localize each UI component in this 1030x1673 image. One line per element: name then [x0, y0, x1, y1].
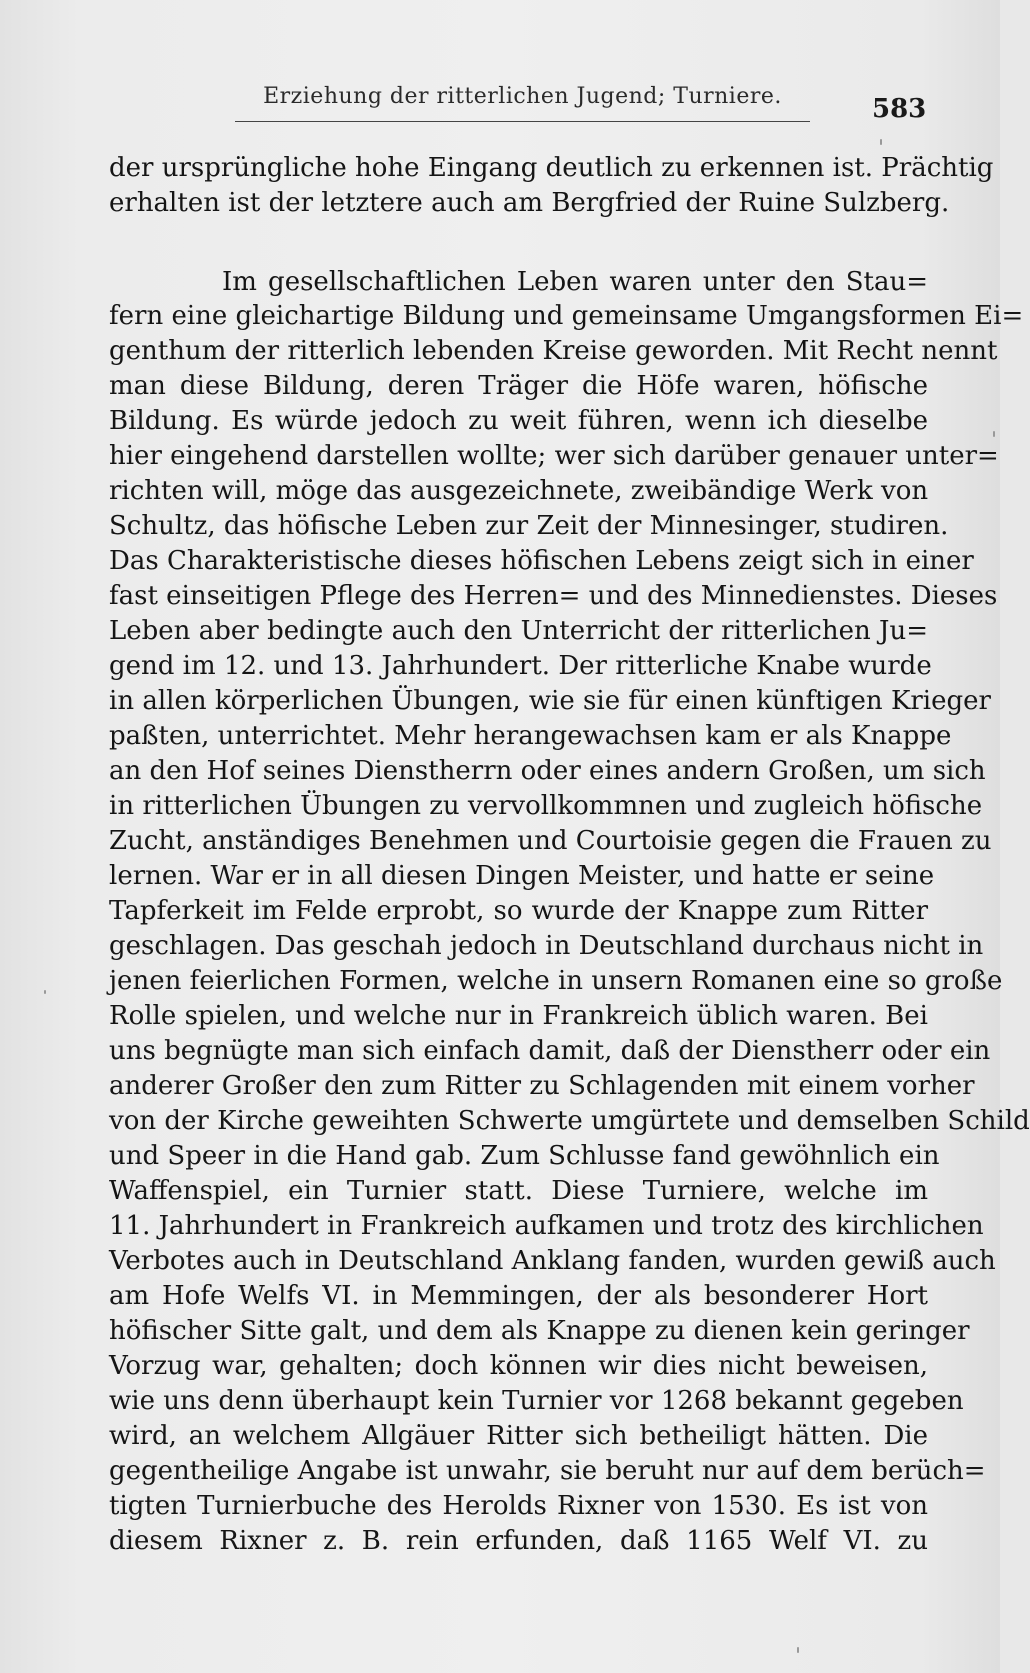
text-line: Zucht, anständiges Benehmen und Courtoisie gegen die Frauen zu: [109, 826, 992, 856]
paper-speck: [993, 431, 995, 437]
text-line: paßten, unterrichtet. Mehr herangewachsen kam er als Knappe: [109, 721, 952, 751]
text-line: richten will, möge das ausgezeichnete, zweibändige Werk von: [109, 476, 929, 506]
text-line: Waffenspiel, ein Turnier statt. Diese Turniere, welche im: [109, 1176, 928, 1206]
text-line: Rolle spielen, und welche nur in Frankreich üblich waren. Bei: [109, 1001, 928, 1031]
text-line: an den Hof seines Dienstherrn oder eines andern Großen, um sich: [109, 756, 986, 786]
text-line: wie uns denn überhaupt kein Turnier vor 1268 bekannt gegeben: [109, 1386, 964, 1416]
text-line: hier eingehend darstellen wollte; wer sich darüber genauer unter=: [109, 441, 999, 471]
text-line: Tapferkeit im Felde erprobt, so wurde der Knappe zum Ritter: [109, 896, 928, 926]
text-line: fern eine gleichartige Bildung und gemeinsame Umgangsformen Ei=: [109, 301, 1024, 331]
page-number: 583: [872, 94, 927, 124]
text-line: fast einseitigen Pflege des Herren= und des Minnedienstes. Dieses: [109, 581, 998, 611]
text-line: man diese Bildung, deren Träger die Höfe waren, höfische: [109, 371, 928, 401]
text-line: höfischer Sitte galt, und dem als Knappe zu dienen kein geringer: [109, 1316, 970, 1346]
text-line: gend im 12. und 13. Jahrhundert. Der ritterliche Knabe wurde: [109, 651, 932, 681]
text-line: diesem Rixner z. B. rein erfunden, daß 1165 Welf VI. zu: [109, 1526, 928, 1556]
text-line: tigten Turnierbuche des Herolds Rixner von 1530. Es ist von: [109, 1491, 928, 1521]
paragraph-first-line: Im gesellschaftlichen Leben waren unter den Stau=: [222, 267, 928, 297]
text-line: in ritterlichen Übungen zu vervollkommnen und zugleich höfische: [109, 791, 983, 821]
text-line: und Speer in die Hand gab. Zum Schlusse fand gewöhnlich ein: [109, 1141, 940, 1171]
running-head: Erziehung der ritterlichen Jugend; Turniere.: [263, 84, 782, 109]
text-line: gegentheilige Angabe ist unwahr, sie beruht nur auf dem berüch=: [109, 1456, 986, 1486]
text-line: genthum der ritterlich lebenden Kreise geworden. Mit Recht nennt: [109, 336, 998, 366]
text-line: Bildung. Es würde jedoch zu weit führen, wenn ich dieselbe: [109, 406, 928, 436]
text-line: wird, an welchem Allgäuer Ritter sich betheiligt hätten. Die: [109, 1421, 928, 1451]
paper-speck: [880, 139, 882, 145]
paper-speck: [44, 990, 46, 994]
text-line: Leben aber bedingte auch den Unterricht der ritterlichen Ju=: [109, 616, 928, 646]
text-line: anderer Großer den zum Ritter zu Schlagenden mit einem vorher: [109, 1071, 975, 1101]
text-line: in allen körperlichen Übungen, wie sie für einen künftigen Krieger: [109, 686, 991, 716]
paper-speck: [797, 1647, 799, 1653]
text-line: 11. Jahrhundert in Frankreich aufkamen und trotz des kirchlichen: [109, 1211, 984, 1241]
text-line: geschlagen. Das geschah jedoch in Deutschland durchaus nicht in: [109, 931, 984, 961]
text-line: der ursprüngliche hohe Eingang deutlich zu erkennen ist. Prächtig: [109, 153, 994, 183]
text-line: lernen. War er in all diesen Dingen Meister, und hatte er seine: [109, 861, 935, 891]
text-line: am Hofe Welfs VI. in Memmingen, der als besonderer Hort: [109, 1281, 928, 1311]
text-line: erhalten ist der letztere auch am Bergfried der Ruine Sulzberg.: [109, 188, 950, 218]
text-line: jenen feierlichen Formen, welche in unsern Romanen eine so große: [109, 966, 1003, 996]
text-line: von der Kirche geweihten Schwerte umgürtete und demselben Schild: [109, 1106, 1030, 1136]
text-line: Verbotes auch in Deutschland Anklang fanden, wurden gewiß auch: [109, 1246, 996, 1276]
text-line: Schultz, das höfische Leben zur Zeit der Minnesinger, studiren.: [109, 511, 949, 541]
text-line: uns begnügte man sich einfach damit, daß der Dienstherr oder ein: [109, 1036, 991, 1066]
text-line: Vorzug war, gehalten; doch können wir dies nicht beweisen,: [109, 1351, 928, 1381]
text-line: Das Charakteristische dieses höfischen Lebens zeigt sich in einer: [109, 546, 974, 576]
